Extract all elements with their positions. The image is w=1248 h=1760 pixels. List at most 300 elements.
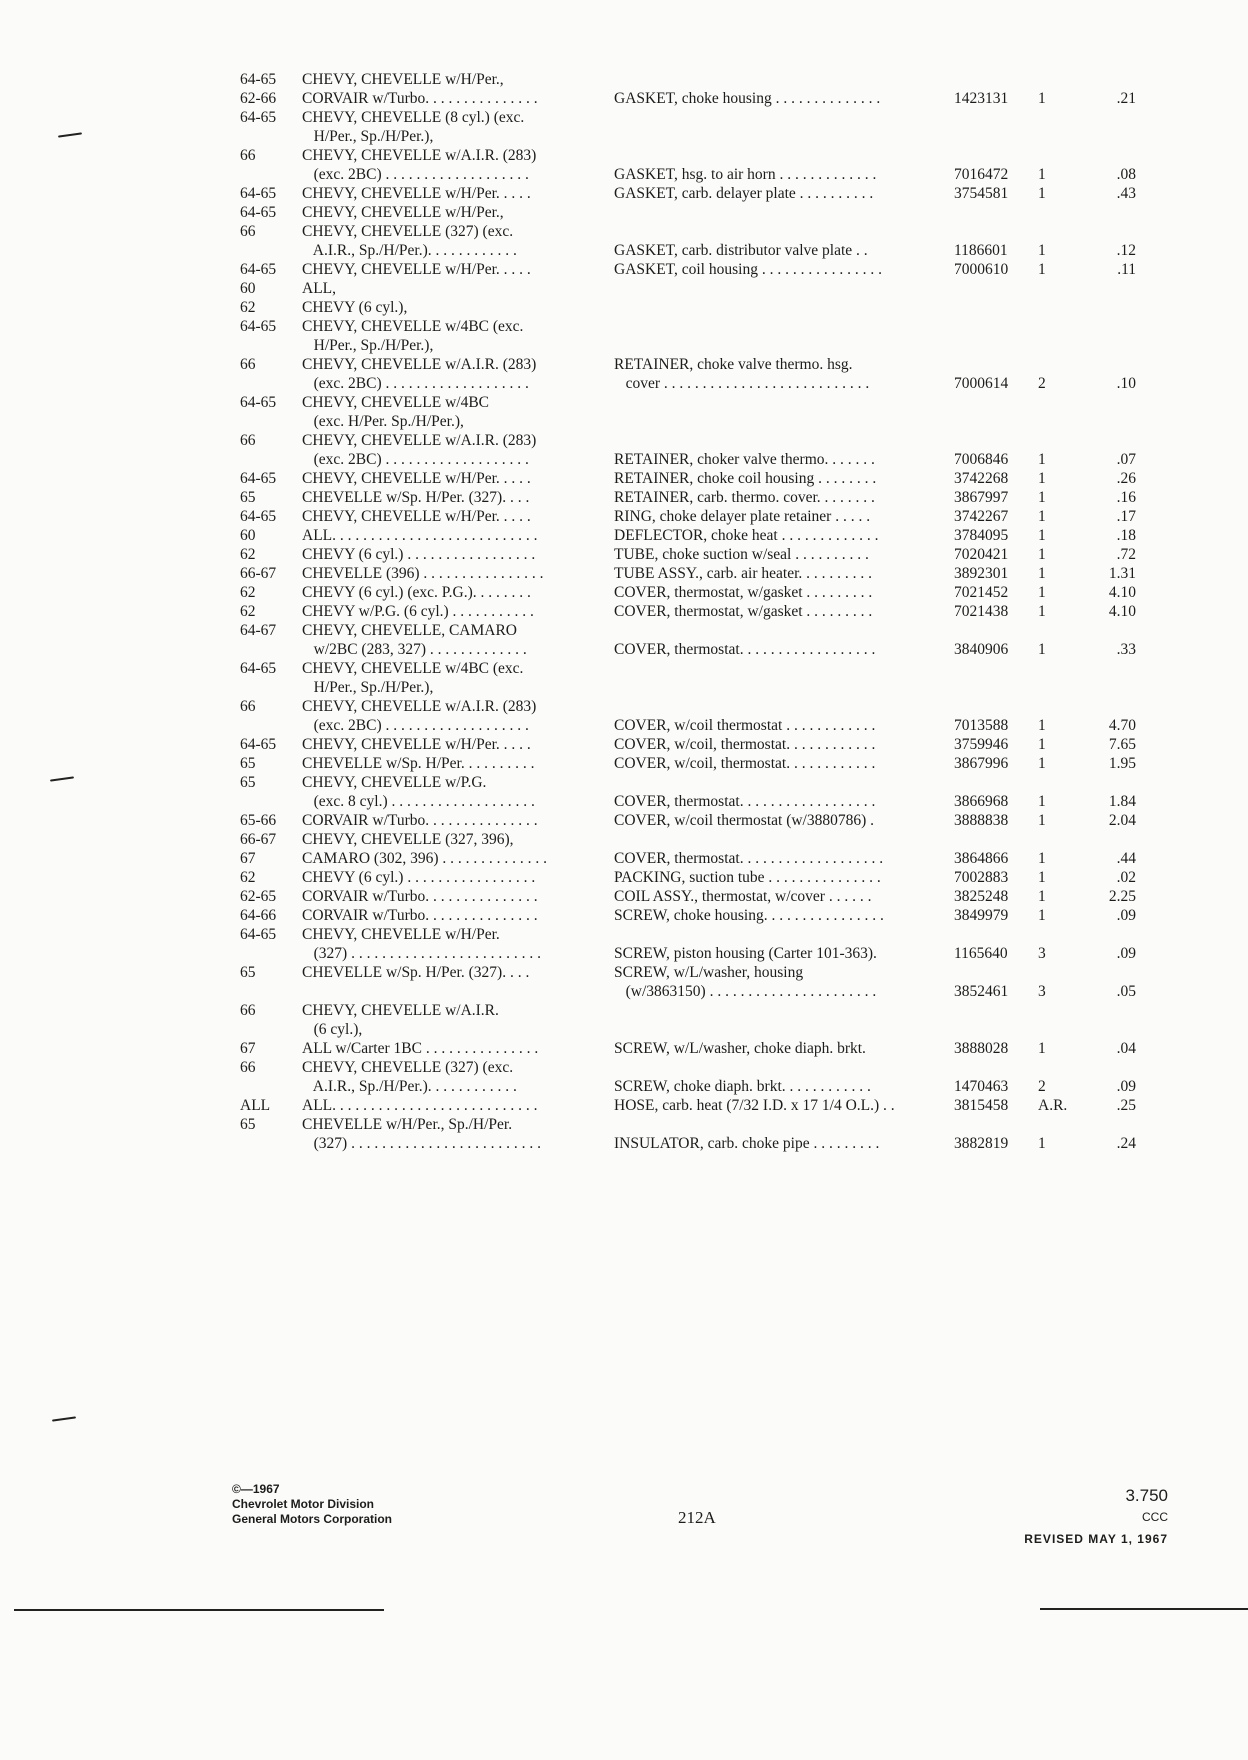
- part-description: [614, 1058, 954, 1096]
- table-row: [240, 184, 1140, 203]
- quantity: 1: [1038, 850, 1046, 867]
- quantity: 1: [1038, 166, 1046, 183]
- application-line: CHEVY, CHEVELLE w/A.I.R. (283): [302, 432, 537, 449]
- quantity: 3: [1038, 945, 1046, 962]
- margin-mark: [50, 776, 74, 781]
- table-row: [240, 621, 1140, 659]
- quantity: 2: [1038, 1078, 1046, 1095]
- model-year-line: 64-65: [240, 470, 277, 487]
- quantity: 1: [1038, 242, 1046, 259]
- application: [302, 735, 614, 754]
- page-number: 212A: [678, 1508, 716, 1527]
- part-description-line: RETAINER, choke valve thermo. hsg.: [614, 356, 853, 373]
- model-year: [240, 203, 302, 222]
- application-line: CAMARO (302, 396) . . . . . . . . . . . . . .: [302, 850, 547, 867]
- price: 1.31: [1108, 565, 1136, 582]
- model-year: [240, 1058, 302, 1077]
- application-line: CORVAIR w/Turbo. . . . . . . . . . . . . . .: [302, 90, 538, 107]
- table-row: [240, 488, 1140, 507]
- part-number: 1165640: [954, 945, 1008, 962]
- application-line: (exc. 2BC) . . . . . . . . . . . . . . . . . . .: [302, 717, 529, 734]
- model-year: [240, 298, 302, 317]
- part-description-line: [614, 431, 954, 450]
- model-year: [240, 70, 302, 108]
- part-number: 3864866: [954, 850, 1009, 867]
- model-year: [240, 1039, 302, 1058]
- model-year-line: 65: [240, 489, 256, 506]
- part-number: 3888028: [954, 1040, 1009, 1057]
- part-number: 3742268: [954, 470, 1009, 487]
- table-row: [240, 773, 1140, 811]
- price: .18: [1116, 527, 1136, 544]
- part-description-line: GASKET, choke housing . . . . . . . . . . . . . .: [614, 90, 881, 107]
- application: [302, 526, 614, 545]
- model-year-line: 66: [240, 356, 256, 373]
- part-number: 3759946: [954, 736, 1009, 753]
- application-line: CHEVY, CHEVELLE w/H/Per.,: [302, 204, 504, 221]
- model-year: [240, 545, 302, 564]
- part-description: [614, 583, 954, 602]
- price: .44: [1116, 850, 1136, 867]
- price: .21: [1116, 90, 1136, 107]
- application-line: ALL,: [302, 280, 337, 297]
- revised-date: REVISED MAY 1, 1967: [1024, 1532, 1168, 1546]
- model-year: [240, 868, 302, 887]
- application-line: (exc. H/Per. Sp./H/Per.),: [302, 413, 464, 430]
- application: [302, 602, 614, 621]
- application-line: CHEVY, CHEVELLE (327) (exc.: [302, 1059, 514, 1076]
- part-number: 1423131: [954, 90, 1009, 107]
- application-line: CHEVY (6 cyl.) . . . . . . . . . . . . . . . . .: [302, 546, 536, 563]
- model-year-line: 66: [240, 147, 256, 164]
- model-year-line: 64-65: [240, 394, 277, 411]
- application: [302, 298, 614, 317]
- model-year-line: 65: [240, 1116, 256, 1133]
- application-line: CHEVY, CHEVELLE (8 cyl.) (exc.: [302, 109, 525, 126]
- part-number: 3888838: [954, 812, 1009, 829]
- quantity: 1: [1038, 90, 1046, 107]
- application-line: CHEVELLE w/Sp. H/Per. (327). . . .: [302, 964, 530, 981]
- price: .08: [1116, 166, 1136, 183]
- application-line: CHEVY (6 cyl.) (exc. P.G.). . . . . . . .: [302, 584, 531, 601]
- model-year: [240, 602, 302, 621]
- application: [302, 431, 614, 469]
- model-year: [240, 393, 302, 412]
- part-description-line: INSULATOR, carb. choke pipe . . . . . . . . .: [614, 1135, 880, 1152]
- application: [302, 849, 614, 868]
- table-row: [240, 431, 1140, 469]
- application: [302, 222, 614, 260]
- bottom-rule-left: [14, 1609, 384, 1611]
- price: .43: [1116, 185, 1136, 202]
- part-description: [614, 507, 954, 526]
- application: [302, 184, 614, 203]
- application: [302, 279, 614, 298]
- part-description-line: [614, 925, 954, 944]
- part-number: 7006846: [954, 451, 1009, 468]
- model-year: [240, 906, 302, 925]
- price: 2.25: [1108, 888, 1136, 905]
- model-year-line: 66: [240, 432, 256, 449]
- part-description-line: PACKING, suction tube . . . . . . . . . . . . . . .: [614, 869, 881, 886]
- model-year: [240, 811, 302, 830]
- model-year-line: 64-65: [240, 185, 277, 202]
- price: 4.10: [1108, 603, 1136, 620]
- application: [302, 564, 614, 583]
- application-line: CHEVY, CHEVELLE w/4BC: [302, 394, 490, 411]
- table-row: [240, 507, 1140, 526]
- price: .26: [1116, 470, 1136, 487]
- table-row: [240, 868, 1140, 887]
- quantity: 1: [1038, 261, 1046, 278]
- application-line: CHEVELLE (396) . . . . . . . . . . . . . . . .: [302, 565, 544, 582]
- price: 1.95: [1108, 755, 1136, 772]
- part-description-line: COVER, w/coil, thermostat. . . . . . . . . . . .: [614, 736, 876, 753]
- price: .24: [1116, 1135, 1136, 1152]
- model-year: [240, 849, 302, 868]
- application-line: CHEVY, CHEVELLE w/4BC (exc.: [302, 318, 524, 335]
- price: .09: [1116, 945, 1136, 962]
- part-description: [614, 811, 954, 830]
- application-line: (exc. 8 cyl.) . . . . . . . . . . . . . . . . . . .: [302, 793, 535, 810]
- part-number: 7002883: [954, 869, 1009, 886]
- part-number: 3815458: [954, 1097, 1009, 1114]
- application: [302, 583, 614, 602]
- price: .10: [1116, 375, 1136, 392]
- part-description-line: [614, 1058, 954, 1077]
- table-row: [240, 735, 1140, 754]
- application: [302, 146, 614, 184]
- part-description-line: TUBE ASSY., carb. air heater. . . . . . . . . .: [614, 565, 873, 582]
- part-description-line: [614, 70, 954, 89]
- application: [302, 925, 614, 963]
- quantity: 1: [1038, 546, 1046, 563]
- model-year: [240, 621, 302, 640]
- model-year-line: 64-65: [240, 261, 277, 278]
- part-description: [614, 963, 954, 1001]
- part-description-line: GASKET, carb. distributor valve plate . .: [614, 242, 868, 259]
- application-line: (327) . . . . . . . . . . . . . . . . . . . . . . . . .: [302, 945, 541, 962]
- part-description-line: COVER, thermostat, w/gasket . . . . . . . . .: [614, 603, 873, 620]
- part-description: [614, 526, 954, 545]
- part-description-line: [614, 773, 954, 792]
- model-year: [240, 564, 302, 583]
- model-year: [240, 697, 302, 716]
- model-year: [240, 355, 302, 374]
- part-description-line: GASKET, hsg. to air horn . . . . . . . . . . . . .: [614, 166, 877, 183]
- part-description: [614, 564, 954, 583]
- price: 4.10: [1108, 584, 1136, 601]
- table-row: [240, 298, 1140, 317]
- price: .25: [1116, 1097, 1136, 1114]
- application: [302, 773, 614, 811]
- part-description-line: COVER, thermostat. . . . . . . . . . . . . . . . . .: [614, 641, 876, 658]
- part-description: [614, 906, 954, 925]
- application: [302, 488, 614, 507]
- table-row: [240, 564, 1140, 583]
- part-description-line: [614, 222, 954, 241]
- application: [302, 697, 614, 735]
- table-row: [240, 526, 1140, 545]
- part-description: [614, 602, 954, 621]
- application-line: CHEVY (6 cyl.) . . . . . . . . . . . . . . . . .: [302, 869, 536, 886]
- application-line: H/Per., Sp./H/Per.),: [302, 679, 434, 696]
- application-line: CORVAIR w/Turbo. . . . . . . . . . . . . . .: [302, 907, 538, 924]
- model-year-line: 62: [240, 603, 256, 620]
- model-year-line: 65: [240, 755, 256, 772]
- part-description-line: SCREW, choke diaph. brkt. . . . . . . . . . . .: [614, 1078, 871, 1095]
- application-line: CHEVY, CHEVELLE w/H/Per. . . . .: [302, 736, 531, 753]
- price: .33: [1116, 641, 1136, 658]
- quantity: 3: [1038, 983, 1046, 1000]
- application-line: ALL. . . . . . . . . . . . . . . . . . . . . . . . . . .: [302, 1097, 538, 1114]
- model-year: [240, 583, 302, 602]
- part-number: 3867996: [954, 755, 1009, 772]
- model-year-line: 62-65: [240, 888, 277, 905]
- quantity: 1: [1038, 603, 1046, 620]
- part-description-line: SCREW, piston housing (Carter 101-363).: [614, 945, 877, 962]
- part-number: 7000614: [954, 375, 1009, 392]
- model-year-line: 62: [240, 546, 256, 563]
- part-description: [614, 754, 954, 773]
- model-year-line: 66: [240, 223, 256, 240]
- part-description: [614, 469, 954, 488]
- application-line: (exc. 2BC) . . . . . . . . . . . . . . . . . . .: [302, 375, 529, 392]
- table-row: [240, 260, 1140, 279]
- application: [302, 203, 614, 222]
- table-row: [240, 963, 1140, 1001]
- part-description: [614, 887, 954, 906]
- application-line: (exc. 2BC) . . . . . . . . . . . . . . . . . . .: [302, 166, 529, 183]
- part-description-line: RETAINER, carb. thermo. cover. . . . . . . .: [614, 489, 875, 506]
- model-year: [240, 659, 302, 678]
- application-line: CHEVY, CHEVELLE (327, 396),: [302, 831, 514, 848]
- table-row: [240, 1058, 1140, 1096]
- part-description-line: RETAINER, choker valve thermo. . . . . . .: [614, 451, 875, 468]
- table-row: [240, 545, 1140, 564]
- part-description-line: COIL ASSY., thermostat, w/cover . . . . . .: [614, 888, 872, 905]
- application-line: CHEVY, CHEVELLE w/H/Per. . . . .: [302, 508, 531, 525]
- part-description: [614, 488, 954, 507]
- bottom-rule-right: [1040, 1608, 1248, 1610]
- application: [302, 545, 614, 564]
- model-year-line: 64-65: [240, 736, 277, 753]
- application: [302, 1001, 614, 1039]
- model-year: [240, 146, 302, 165]
- application: [302, 393, 614, 431]
- part-description: [614, 868, 954, 887]
- part-description-line: [614, 697, 954, 716]
- model-year-line: 64-67: [240, 622, 277, 639]
- part-description-line: GASKET, carb. delayer plate . . . . . . . . . .: [614, 185, 874, 202]
- application-line: CHEVY, CHEVELLE w/H/Per.,: [302, 71, 504, 88]
- model-year-line: 64-65: [240, 508, 277, 525]
- table-row: [240, 1001, 1140, 1039]
- application: [302, 1096, 614, 1115]
- model-year: [240, 431, 302, 450]
- model-year-line: 65-66: [240, 812, 277, 829]
- quantity: 1: [1038, 451, 1046, 468]
- model-year-line: 64-65: [240, 109, 277, 126]
- application-line: CHEVY w/P.G. (6 cyl.) . . . . . . . . . . .: [302, 603, 534, 620]
- table-row: [240, 279, 1140, 298]
- model-year: [240, 488, 302, 507]
- table-row: [240, 355, 1140, 393]
- part-number: 3825248: [954, 888, 1009, 905]
- part-number: 3840906: [954, 641, 1009, 658]
- price: .09: [1116, 1078, 1136, 1095]
- application: [302, 906, 614, 925]
- price: .72: [1116, 546, 1136, 563]
- model-year-line: 65: [240, 774, 256, 791]
- quantity: 1: [1038, 812, 1046, 829]
- application-line: A.I.R., Sp./H/Per.). . . . . . . . . . . .: [302, 242, 517, 259]
- table-row: [240, 222, 1140, 260]
- application-line: (327) . . . . . . . . . . . . . . . . . . . . . . . . .: [302, 1135, 541, 1152]
- price: .05: [1116, 983, 1136, 1000]
- application: [302, 659, 614, 697]
- part-description-line: COVER, thermostat. . . . . . . . . . . . . . . . . .: [614, 793, 876, 810]
- price: .04: [1116, 1040, 1136, 1057]
- model-year-line: 62-66: [240, 90, 277, 107]
- part-description: [614, 735, 954, 754]
- application: [302, 1039, 614, 1058]
- part-number: 7021452: [954, 584, 1009, 601]
- part-description-line: [614, 146, 954, 165]
- application-line: CHEVY, CHEVELLE w/A.I.R. (283): [302, 356, 537, 373]
- application: [302, 108, 614, 146]
- part-description-line: GASKET, coil housing . . . . . . . . . . . . . . . .: [614, 261, 882, 278]
- model-year-line: 67: [240, 850, 256, 867]
- model-year: [240, 1115, 302, 1134]
- model-year: [240, 1001, 302, 1020]
- model-year: [240, 887, 302, 906]
- application: [302, 621, 614, 659]
- footer-copyright: ©—1967: [232, 1482, 280, 1496]
- part-number: 1186601: [954, 242, 1008, 259]
- model-year: [240, 317, 302, 336]
- model-year-line: 62: [240, 869, 256, 886]
- table-row: [240, 469, 1140, 488]
- application: [302, 1115, 614, 1153]
- price: .02: [1116, 869, 1136, 886]
- model-year: [240, 507, 302, 526]
- application-line: H/Per., Sp./H/Per.),: [302, 337, 434, 354]
- model-year: [240, 754, 302, 773]
- table-row: [240, 146, 1140, 184]
- application: [302, 830, 614, 849]
- part-description-line: COVER, thermostat. . . . . . . . . . . . . . . . . . .: [614, 850, 884, 867]
- part-description: [614, 1096, 954, 1115]
- quantity: 1: [1038, 508, 1046, 525]
- parts-table: [240, 70, 1140, 1153]
- quantity: 1: [1038, 489, 1046, 506]
- application-line: CORVAIR w/Turbo. . . . . . . . . . . . . . .: [302, 812, 538, 829]
- footer-publisher: [232, 1482, 392, 1527]
- table-row: [240, 849, 1140, 868]
- part-description-line: (w/3863150) . . . . . . . . . . . . . . . . . . . . . .: [614, 983, 877, 1000]
- application-line: CHEVY, CHEVELLE w/A.I.R. (283): [302, 147, 537, 164]
- application: [302, 70, 614, 108]
- quantity: 1: [1038, 641, 1046, 658]
- part-description: [614, 925, 954, 963]
- part-description: [614, 1039, 954, 1058]
- part-description: [614, 773, 954, 811]
- table-row: [240, 583, 1140, 602]
- application-line: CHEVELLE w/H/Per., Sp./H/Per.: [302, 1116, 513, 1133]
- price: 4.70: [1108, 717, 1136, 734]
- application-line: CHEVELLE w/Sp. H/Per. . . . . . . . . .: [302, 755, 535, 772]
- part-description: [614, 849, 954, 868]
- quantity: 1: [1038, 1135, 1046, 1152]
- margin-mark: [58, 132, 82, 137]
- application: [302, 811, 614, 830]
- application-line: w/2BC (283, 327) . . . . . . . . . . . . .: [302, 641, 527, 658]
- part-number: 1470463: [954, 1078, 1009, 1095]
- model-year: [240, 735, 302, 754]
- part-description: [614, 70, 954, 108]
- part-number: 3849979: [954, 907, 1009, 924]
- price: 1.84: [1108, 793, 1136, 810]
- price: .09: [1116, 907, 1136, 924]
- application: [302, 887, 614, 906]
- table-row: [240, 602, 1140, 621]
- application-line: ALL. . . . . . . . . . . . . . . . . . . . . . . . . . .: [302, 527, 538, 544]
- part-description-line: RETAINER, choke coil housing . . . . . . . .: [614, 470, 877, 487]
- application-line: CHEVELLE w/Sp. H/Per. (327). . . .: [302, 489, 530, 506]
- application-line: CORVAIR w/Turbo. . . . . . . . . . . . . . .: [302, 888, 538, 905]
- model-year: [240, 279, 302, 298]
- section-number: 3.750: [1125, 1486, 1168, 1505]
- part-number: 7021438: [954, 603, 1009, 620]
- quantity: 1: [1038, 736, 1046, 753]
- part-number: 3784095: [954, 527, 1009, 544]
- part-description-line: TUBE, choke suction w/seal . . . . . . . . . .: [614, 546, 869, 563]
- model-year-line: 64-65: [240, 318, 277, 335]
- part-description-line: [614, 1115, 954, 1134]
- quantity: 1: [1038, 584, 1046, 601]
- price: .17: [1116, 508, 1136, 525]
- table-row: [240, 393, 1140, 431]
- part-description-line: SCREW, w/L/washer, housing: [614, 964, 804, 981]
- part-description: [614, 222, 954, 260]
- model-year-line: 64-66: [240, 907, 277, 924]
- part-description: [614, 1115, 954, 1153]
- model-year-line: 66: [240, 1002, 256, 1019]
- part-number: 7000610: [954, 261, 1009, 278]
- table-row: [240, 906, 1140, 925]
- model-year: [240, 260, 302, 279]
- part-description-line: cover . . . . . . . . . . . . . . . . . . . . . . . . . . .: [614, 375, 870, 392]
- model-year: [240, 925, 302, 944]
- part-description-line: [614, 621, 954, 640]
- table-row: [240, 925, 1140, 963]
- quantity: 1: [1038, 565, 1046, 582]
- application-line: H/Per., Sp./H/Per.),: [302, 128, 434, 145]
- model-year-line: 62: [240, 584, 256, 601]
- model-year-line: ALL: [240, 1097, 271, 1114]
- model-year-line: 64-65: [240, 204, 277, 221]
- quantity: 1: [1038, 185, 1046, 202]
- model-year-line: 66: [240, 1059, 256, 1076]
- application-line: (exc. 2BC) . . . . . . . . . . . . . . . . . . .: [302, 451, 529, 468]
- model-year-line: 66-67: [240, 831, 277, 848]
- part-description-line: HOSE, carb. heat (7/32 I.D. x 17 1/4 O.L.) . .: [614, 1097, 895, 1114]
- part-description-line: SCREW, choke housing. . . . . . . . . . . . . . . .: [614, 907, 884, 924]
- part-description-line: COVER, w/coil thermostat . . . . . . . . . . . .: [614, 717, 876, 734]
- quantity: 1: [1038, 755, 1046, 772]
- footer-division: Chevrolet Motor Division: [232, 1497, 375, 1511]
